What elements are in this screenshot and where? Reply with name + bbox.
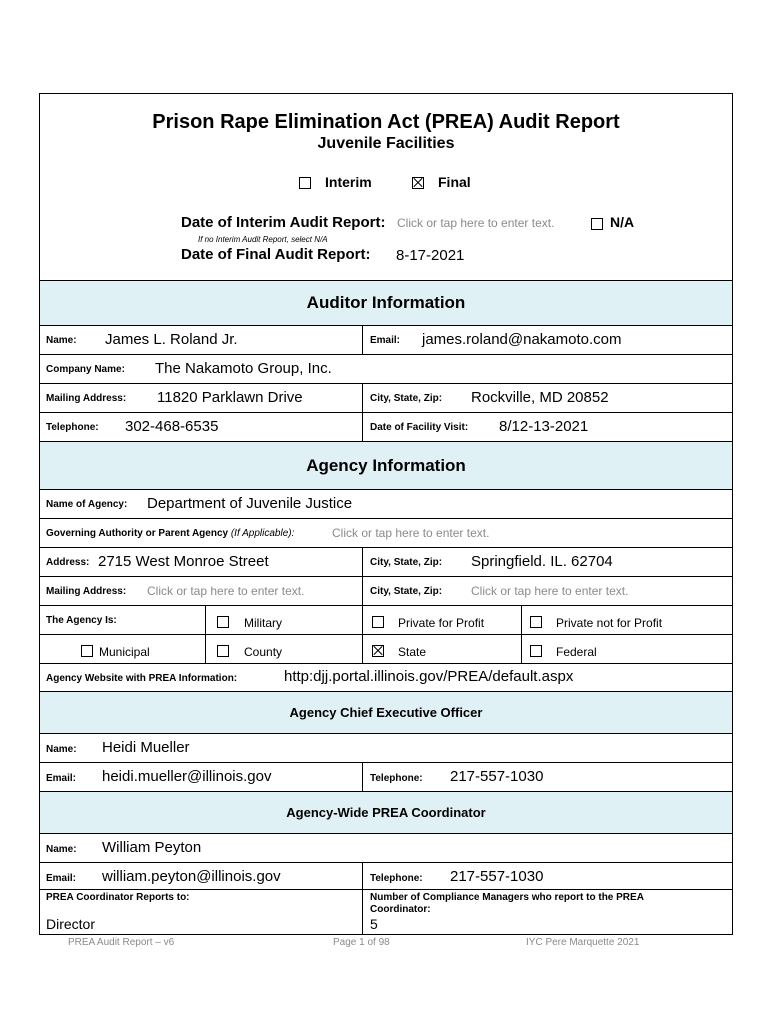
ceo-section-title: Agency Chief Executive Officer — [40, 692, 732, 734]
private-profit-checkbox[interactable] — [372, 613, 384, 631]
auditor-section-title: Auditor Information — [40, 281, 732, 326]
email-label: Email: — [370, 335, 401, 346]
auditor-phone[interactable]: 302-468-6535 — [125, 418, 219, 435]
city-label: City, State, Zip: — [370, 557, 443, 568]
agency-address[interactable]: 2715 West Monroe Street — [98, 553, 269, 570]
footer-page-number: Page 1 of 98 — [333, 937, 390, 948]
federal-checkbox[interactable] — [530, 642, 542, 660]
report-subtitle: Juvenile Facilities — [317, 135, 455, 152]
checkbox-checked-icon — [372, 645, 384, 657]
interim-checkbox[interactable] — [299, 174, 311, 192]
managers-label: Number of Compliance Managers who report to the PREA Coordinator: — [370, 892, 644, 915]
agency-name-row — [40, 490, 732, 519]
name-label: Name: — [46, 844, 77, 855]
coordinator-email[interactable]: william.peyton@illinois.gov — [102, 868, 281, 885]
coordinator-contact-row — [40, 863, 732, 889]
final-date-value[interactable]: 8-17-2021 — [396, 247, 465, 264]
checkbox-empty-icon — [530, 616, 542, 628]
auditor-phone-row — [40, 413, 732, 442]
auditor-mailing-row — [40, 384, 732, 413]
county-label: County — [244, 645, 283, 659]
ceo-email[interactable]: heidi.mueller@illinois.gov — [102, 768, 272, 785]
military-label: Military — [244, 616, 282, 630]
checkbox-checked-icon — [412, 177, 424, 189]
final-date-label: Date of Final Audit Report: — [181, 246, 371, 263]
final-label: Final — [438, 174, 471, 190]
agency-mailing-field[interactable]: Click or tap here to enter text. — [147, 584, 305, 598]
municipal-checkbox[interactable] — [81, 642, 93, 660]
name-label: Name: — [46, 744, 77, 755]
interim-date-label: Date of Interim Audit Report: — [181, 214, 386, 231]
checkbox-empty-icon — [372, 616, 384, 628]
military-checkbox[interactable] — [217, 613, 229, 631]
checkbox-empty-icon — [217, 616, 229, 628]
governing-field[interactable]: Click or tap here to enter text. — [332, 526, 490, 540]
telephone-label: Telephone: — [46, 422, 99, 433]
auditor-company-row — [40, 355, 732, 384]
ceo-name[interactable]: Heidi Mueller — [102, 739, 190, 756]
report-title: Prison Rape Elimination Act (PREA) Audit Report — [152, 111, 620, 133]
email-label: Email: — [46, 773, 77, 784]
footer-facility: IYC Pere Marquette 2021 — [526, 937, 640, 948]
visit-date[interactable]: 8/12-13-2021 — [499, 418, 589, 435]
interim-label: Interim — [325, 174, 372, 190]
auditor-mailing[interactable]: 11820 Parklawn Drive — [157, 389, 303, 406]
checkbox-empty-icon — [217, 645, 229, 657]
agency-section-title: Agency Information — [40, 442, 732, 490]
auditor-name[interactable]: James L. Roland Jr. — [105, 331, 238, 348]
agency-name-label: Name of Agency: — [46, 499, 128, 510]
agency-is-label: The Agency Is: — [46, 615, 117, 626]
report-header — [40, 94, 732, 281]
address-label: Address: — [46, 557, 90, 568]
governing-authority-row — [40, 519, 732, 548]
ceo-phone[interactable]: 217-557-1030 — [450, 768, 544, 785]
agency-name[interactable]: Department of Juvenile Justice — [147, 495, 353, 512]
coordinator-section-title: Agency-Wide PREA Coordinator — [40, 792, 732, 834]
auditor-email[interactable]: james.roland@nakamoto.com — [422, 331, 622, 348]
company-label: Company Name: — [46, 364, 125, 375]
agency-website-row — [40, 664, 732, 692]
checkbox-empty-icon — [591, 218, 603, 230]
auditor-name-row — [40, 326, 732, 355]
city-label: City, State, Zip: — [370, 586, 443, 597]
agency-address-row — [40, 548, 732, 577]
county-checkbox[interactable] — [217, 642, 229, 660]
federal-label: Federal — [556, 645, 597, 659]
telephone-label: Telephone: — [370, 773, 423, 784]
telephone-label: Telephone: — [370, 873, 423, 884]
email-label: Email: — [46, 873, 77, 884]
mailing-label: Mailing Address: — [46, 393, 127, 404]
website-label: Agency Website with PREA Information: — [46, 673, 238, 684]
checkbox-empty-icon — [81, 645, 93, 657]
municipal-label: Municipal — [99, 645, 150, 659]
na-checkbox[interactable] — [591, 215, 603, 233]
reports-to-label: PREA Coordinator Reports to: — [46, 892, 190, 903]
ceo-name-row — [40, 734, 732, 763]
managers-value[interactable]: 5 — [370, 916, 378, 932]
private-nonprofit-checkbox[interactable] — [530, 613, 542, 631]
coordinator-name[interactable]: William Peyton — [102, 839, 202, 856]
private-nonprofit-label: Private not for Profit — [556, 616, 663, 630]
final-checkbox[interactable] — [412, 174, 424, 192]
agency-website[interactable]: http:djj.portal.illinois.gov/PREA/default.aspx — [284, 668, 574, 685]
checkbox-empty-icon — [530, 645, 542, 657]
interim-date-field[interactable]: Click or tap here to enter text. — [397, 216, 555, 230]
mailing-label: Mailing Address: — [46, 586, 127, 597]
interim-note: If no Interim Audit Report, select N/A — [198, 235, 328, 244]
auditor-company[interactable]: The Nakamoto Group, Inc. — [155, 360, 332, 377]
reports-to-value[interactable]: Director — [46, 916, 96, 932]
coordinator-reports-row — [40, 889, 732, 934]
auditor-city[interactable]: Rockville, MD 20852 — [471, 389, 609, 406]
agency-type-row-1 — [40, 606, 732, 635]
city-label: City, State, Zip: — [370, 393, 443, 404]
footer-version: PREA Audit Report – v6 — [68, 937, 175, 948]
state-checkbox[interactable] — [372, 642, 384, 660]
ceo-contact-row — [40, 763, 732, 792]
agency-mailing-row — [40, 577, 732, 606]
checkbox-empty-icon — [299, 177, 311, 189]
agency-mailing-city-field[interactable]: Click or tap here to enter text. — [471, 584, 629, 598]
name-label: Name: — [46, 335, 77, 346]
governing-label: Governing Authority or Parent Agency (If Applicable): — [46, 528, 295, 539]
coordinator-name-row — [40, 834, 732, 863]
na-label: N/A — [610, 214, 635, 230]
state-label: State — [398, 645, 427, 659]
agency-type-row-2 — [40, 635, 732, 664]
agency-city[interactable]: Springfield. IL. 62704 — [471, 553, 613, 570]
audit-form — [39, 93, 733, 935]
private-profit-label: Private for Profit — [398, 616, 485, 630]
visit-label: Date of Facility Visit: — [370, 422, 469, 433]
coordinator-phone[interactable]: 217-557-1030 — [450, 868, 544, 885]
